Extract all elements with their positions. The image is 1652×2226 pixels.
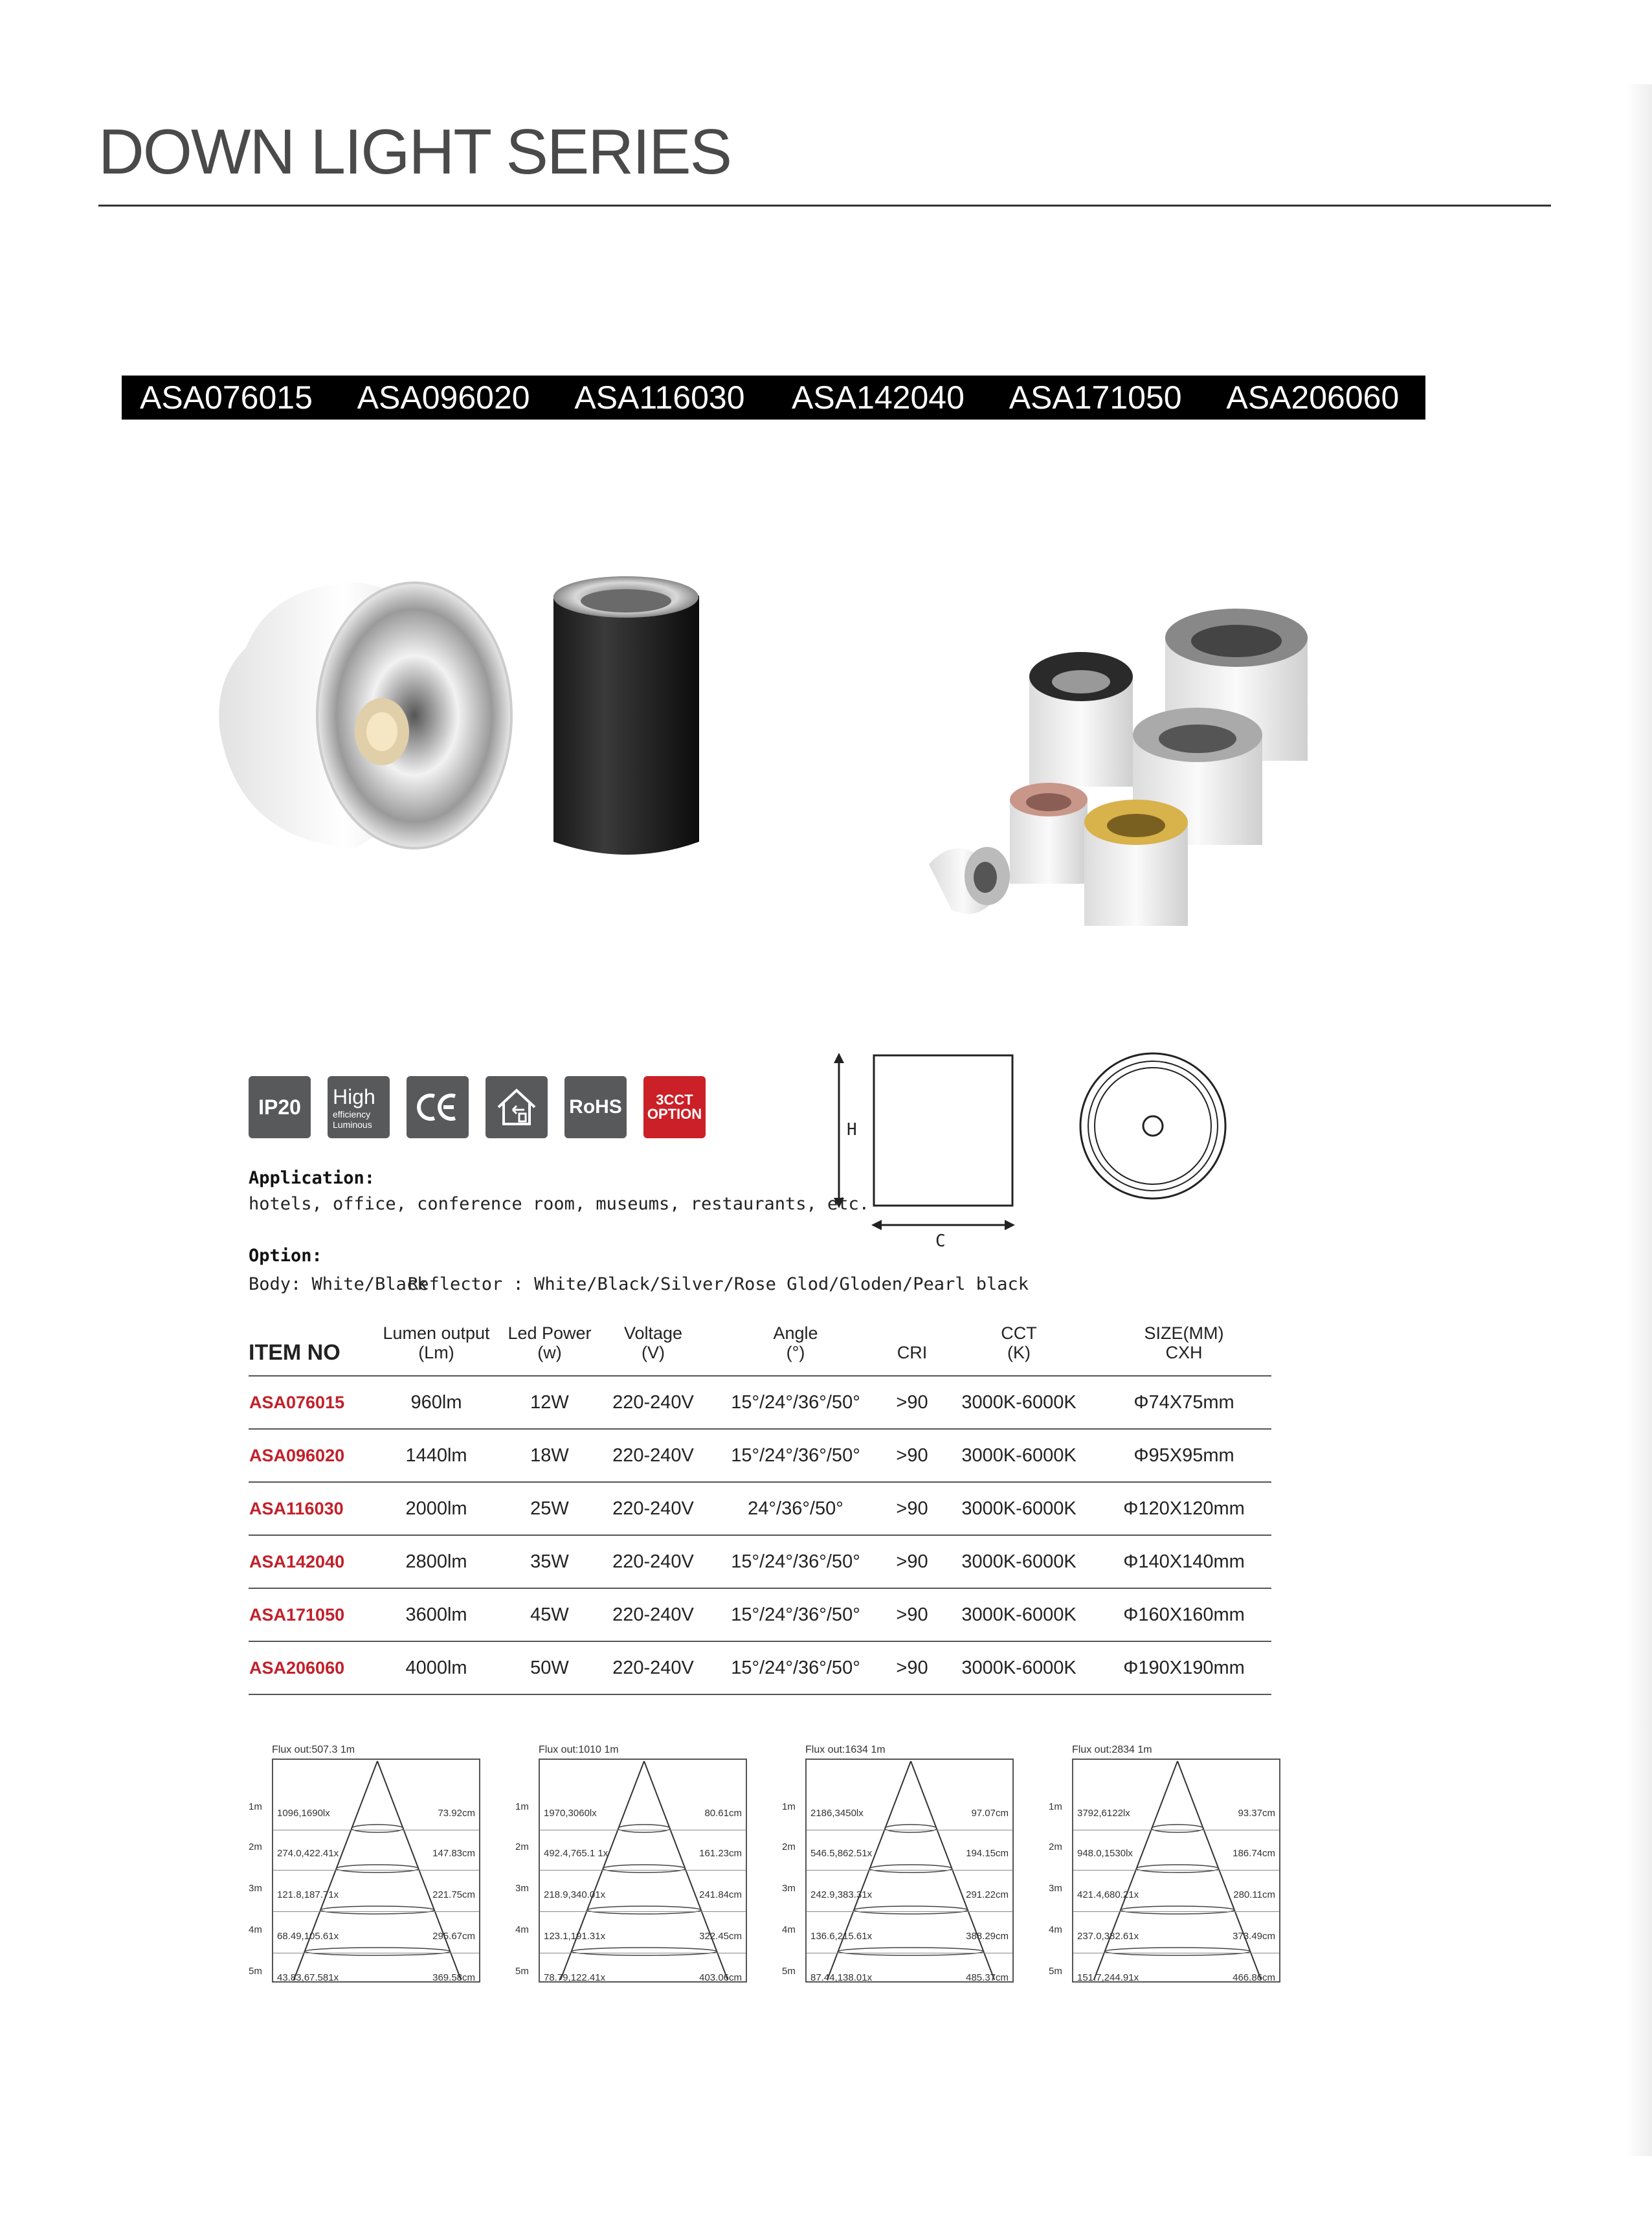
ies-distance-label: 5m <box>249 1966 262 1977</box>
header-voltage: Voltage (V) <box>623 1323 683 1362</box>
ies-distance-label: 4m <box>249 1924 262 1935</box>
ies-distance-label: 4m <box>515 1924 529 1935</box>
ies-lux-value: 151.7,244.91x <box>1077 1972 1139 1983</box>
ies-distance-label: 5m <box>515 1966 529 1977</box>
cell-model: ASA116030 <box>249 1482 372 1535</box>
ies-chart-frame <box>805 1759 1014 1983</box>
ies-flux-label: Flux out:1010 1m <box>539 1744 619 1755</box>
cell-power: 50W <box>501 1641 598 1694</box>
cell-lumen: 4000lm <box>372 1641 501 1694</box>
ies-diameter-value: 466.86cm <box>1233 1972 1275 1983</box>
cell-model: ASA206060 <box>249 1641 372 1694</box>
model-label: ASA116030 <box>574 379 745 416</box>
ies-distance-label: 1m <box>1049 1801 1062 1812</box>
cell-power: 18W <box>501 1429 598 1482</box>
ies-lux-value: 274.0,422.41x <box>277 1848 339 1859</box>
option-reflector-text: Reflector : White/Black/Silver/Rose Glod/Gloden/Pearl black <box>408 1274 1029 1294</box>
ies-distance-label: 1m <box>249 1801 262 1812</box>
cell-voltage: 220-240V <box>598 1429 708 1482</box>
header-item-no: ITEM NO <box>249 1340 340 1365</box>
ies-diameter-value: 295.67cm <box>432 1931 475 1942</box>
header-power: Led Power (w) <box>508 1323 592 1362</box>
ce-mark-icon <box>415 1091 460 1123</box>
ies-lux-value: 948.0,1530lx <box>1077 1848 1133 1859</box>
light-cone-icon <box>540 1760 748 1984</box>
header-lumen: Lumen output (Lm) <box>383 1323 490 1362</box>
ies-lux-value: 3792,6122lx <box>1077 1808 1130 1819</box>
ies-chart-frame <box>272 1759 480 1983</box>
cell-angle: 15°/24°/36°/50° <box>708 1588 883 1641</box>
ies-chart-frame <box>1072 1759 1280 1983</box>
ies-lux-value: 136.6,215.61x <box>810 1931 873 1942</box>
cell-power: 35W <box>501 1535 598 1588</box>
ies-chart-frame <box>539 1759 747 1983</box>
cell-cct: 3000K-6000K <box>941 1376 1097 1429</box>
ies-flux-label: Flux out:2834 1m <box>1072 1744 1152 1755</box>
cell-size: Φ120X120mm <box>1097 1482 1271 1535</box>
ies-diameter-value: 369.58cm <box>432 1972 475 1983</box>
table-row <box>249 1376 1271 1429</box>
ies-distance-label: 3m <box>782 1883 796 1894</box>
model-label: ASA096020 <box>357 379 530 416</box>
cell-cri: >90 <box>883 1535 941 1588</box>
cell-angle: 15°/24°/36°/50° <box>708 1535 883 1588</box>
model-label: ASA171050 <box>1009 379 1182 416</box>
ies-lux-value: 121.8,187.71x <box>277 1889 339 1900</box>
cell-model: ASA076015 <box>249 1376 372 1429</box>
cell-cct: 3000K-6000K <box>941 1641 1097 1694</box>
luminous-label: Luminous <box>333 1119 372 1130</box>
ies-lux-value: 2186,3450lx <box>810 1808 864 1819</box>
title-divider <box>98 205 1551 207</box>
cell-lumen: 960lm <box>372 1376 501 1429</box>
header-cct: CCT (K) <box>1001 1323 1037 1362</box>
light-cone-icon <box>1073 1760 1282 1984</box>
house-icon <box>493 1084 540 1130</box>
ies-diameter-value: 97.07cm <box>971 1808 1009 1819</box>
efficiency-label: efficiency <box>333 1108 371 1119</box>
ies-distance-label: 3m <box>1049 1883 1062 1894</box>
ies-lux-value: 1096,1690lx <box>277 1808 330 1819</box>
ce-badge <box>407 1076 469 1138</box>
cell-angle: 15°/24°/36°/50° <box>708 1429 883 1482</box>
cell-angle: 24°/36°/50° <box>708 1482 883 1535</box>
ies-row-divider <box>273 1911 479 1912</box>
cell-power: 25W <box>501 1482 598 1535</box>
ies-lux-value: 123.1,191.31x <box>544 1931 606 1942</box>
ies-flux-label: Flux out:1634 1m <box>805 1744 886 1755</box>
ies-lux-value: 242.9,383.31x <box>810 1889 873 1900</box>
ies-diameter-value: 73.92cm <box>438 1808 475 1819</box>
cell-model: ASA142040 <box>249 1535 372 1588</box>
cell-size: Φ74X75mm <box>1097 1376 1271 1429</box>
cell-power: 45W <box>501 1588 598 1641</box>
ies-row-divider <box>540 1870 746 1871</box>
ies-row-divider <box>540 1911 746 1912</box>
ies-lux-value: 492.4,765.1 1x <box>544 1848 608 1859</box>
table-row <box>249 1535 1271 1588</box>
ies-row-divider <box>807 1870 1012 1871</box>
ies-distance-label: 5m <box>1049 1966 1062 1977</box>
page-edge-shade <box>1626 84 1652 2156</box>
ies-lux-value: 68.49,105.61x <box>277 1931 339 1942</box>
ies-diameter-value: 186.74cm <box>1233 1848 1275 1859</box>
cell-voltage: 220-240V <box>598 1376 708 1429</box>
ies-diameter-value: 388.29cm <box>966 1931 1009 1942</box>
ies-diameter-value: 280.11cm <box>1233 1889 1275 1900</box>
ies-diameter-value: 80.61cm <box>704 1808 742 1819</box>
light-cone-icon <box>273 1760 482 1984</box>
table-row <box>249 1641 1271 1694</box>
header-cri: CRI <box>897 1343 928 1362</box>
ip20-label: IP20 <box>258 1095 301 1119</box>
cell-angle: 15°/24°/36°/50° <box>708 1641 883 1694</box>
cell-voltage: 220-240V <box>598 1641 708 1694</box>
ies-flux-label: Flux out:507.3 1m <box>272 1744 355 1755</box>
header-size: SIZE(MM) CXH <box>1144 1323 1224 1362</box>
ies-distance-label: 3m <box>249 1883 262 1894</box>
ies-row-divider <box>1073 1870 1279 1871</box>
ies-row-divider <box>273 1870 479 1871</box>
cell-model: ASA096020 <box>249 1429 372 1482</box>
height-dimension-label: H <box>847 1120 857 1140</box>
cell-lumen: 1440lm <box>372 1429 501 1482</box>
table-header-row <box>249 1323 1271 1376</box>
cell-cct: 3000K-6000K <box>941 1535 1097 1588</box>
ies-distance-label: 4m <box>1049 1924 1062 1935</box>
ies-chart <box>1049 1744 1282 1985</box>
ies-distance-label: 1m <box>782 1801 796 1812</box>
option-label: Option: <box>249 1246 322 1266</box>
cell-cri: >90 <box>883 1482 941 1535</box>
cct-label: 3CCT <box>656 1092 693 1108</box>
model-label: ASA206060 <box>1226 379 1400 416</box>
table-row <box>249 1588 1271 1641</box>
model-label: ASA076015 <box>140 379 313 416</box>
ies-distance-label: 2m <box>782 1841 796 1852</box>
cell-size: Φ140X140mm <box>1097 1535 1271 1588</box>
cell-cri: >90 <box>883 1429 941 1482</box>
application-label: Application: <box>249 1168 375 1188</box>
ies-lux-value: 546.5,862.51x <box>810 1848 873 1859</box>
ies-chart <box>782 1744 1015 1985</box>
dimension-drawing-side <box>822 1049 1029 1243</box>
certification-badges <box>249 1076 706 1138</box>
ies-distance-label: 2m <box>249 1841 262 1852</box>
rohs-label: RoHS <box>569 1096 622 1118</box>
ies-diameter-value: 241.84cm <box>699 1889 742 1900</box>
model-bar <box>122 376 1425 420</box>
spec-table <box>249 1323 1271 1695</box>
cell-cri: >90 <box>883 1641 941 1694</box>
cell-angle: 15°/24°/36°/50° <box>708 1376 883 1429</box>
ies-lux-value: 43.83,67.581x <box>277 1972 339 1983</box>
ies-lux-value: 218.9,340.01x <box>544 1889 606 1900</box>
ies-distance-label: 1m <box>515 1801 529 1812</box>
cell-size: Φ95X95mm <box>1097 1429 1271 1482</box>
ies-distance-label: 2m <box>1049 1841 1062 1852</box>
cell-cct: 3000K-6000K <box>941 1429 1097 1482</box>
header-angle: Angle (°) <box>773 1323 818 1362</box>
cell-cri: >90 <box>883 1376 941 1429</box>
page-title: DOWN LIGHT SERIES <box>98 116 731 187</box>
cell-size: Φ190X190mm <box>1097 1641 1271 1694</box>
ies-lux-value: 1970,3060lx <box>544 1808 597 1819</box>
high-label: High <box>333 1085 375 1108</box>
cell-voltage: 220-240V <box>598 1588 708 1641</box>
ies-distance-label: 4m <box>782 1924 796 1935</box>
product-photo-group <box>913 605 1327 942</box>
cell-size: Φ160X160mm <box>1097 1588 1271 1641</box>
ies-chart <box>515 1744 748 1985</box>
cell-voltage: 220-240V <box>598 1482 708 1535</box>
ies-distance-label: 3m <box>515 1883 529 1894</box>
high-efficiency-badge <box>328 1076 390 1138</box>
3cct-option-badge <box>643 1076 706 1138</box>
ies-diameter-value: 147.83cm <box>432 1848 475 1859</box>
option-badge-label: OPTION <box>647 1106 702 1122</box>
table-row <box>249 1429 1271 1482</box>
cell-cct: 3000K-6000K <box>941 1482 1097 1535</box>
ies-diameter-value: 373.49cm <box>1233 1931 1275 1942</box>
cell-lumen: 3600lm <box>372 1588 501 1641</box>
ip20-badge <box>249 1076 311 1138</box>
ies-lux-value: 237.0,382.61x <box>1077 1931 1139 1942</box>
ies-distance-label: 2m <box>515 1841 529 1852</box>
ies-diameter-value: 322.45cm <box>699 1931 742 1942</box>
ies-chart <box>249 1744 482 1985</box>
ies-row-divider <box>807 1911 1012 1912</box>
ies-diameter-value: 161.23cm <box>699 1848 742 1859</box>
cell-cri: >90 <box>883 1588 941 1641</box>
ies-lux-value: 87.44,138.01x <box>810 1972 873 1983</box>
cell-lumen: 2000lm <box>372 1482 501 1535</box>
cell-voltage: 220-240V <box>598 1535 708 1588</box>
ies-diameter-value: 194.15cm <box>966 1848 1009 1859</box>
table-row <box>249 1482 1271 1535</box>
light-cone-icon <box>807 1760 1015 1984</box>
rohs-badge <box>564 1076 627 1138</box>
option-body-text: Body: White/Black <box>249 1274 428 1294</box>
dimension-drawing-front <box>1077 1050 1229 1202</box>
width-dimension-label: C <box>935 1231 946 1251</box>
product-photo-main <box>201 570 809 874</box>
cell-lumen: 2800lm <box>372 1535 501 1588</box>
ies-lux-value: 78.79,122.41x <box>544 1972 606 1983</box>
ies-diameter-value: 403.06cm <box>699 1972 742 1983</box>
indoor-use-badge <box>486 1076 548 1138</box>
ies-diameter-value: 485.37cm <box>966 1972 1009 1983</box>
cell-model: ASA171050 <box>249 1588 372 1641</box>
ies-distance-label: 5m <box>782 1966 796 1977</box>
cell-power: 12W <box>501 1376 598 1429</box>
cell-cct: 3000K-6000K <box>941 1588 1097 1641</box>
ies-diameter-value: 291.22cm <box>966 1889 1009 1900</box>
ies-lux-value: 421.4,680.21x <box>1077 1889 1139 1900</box>
ies-row-divider <box>1073 1911 1279 1912</box>
model-label: ASA142040 <box>792 379 965 416</box>
ies-diameter-value: 221.75cm <box>432 1889 475 1900</box>
application-text: hotels, office, conference room, museums, restaurants, etc. <box>249 1194 870 1214</box>
ies-diameter-value: 93.37cm <box>1238 1808 1275 1819</box>
